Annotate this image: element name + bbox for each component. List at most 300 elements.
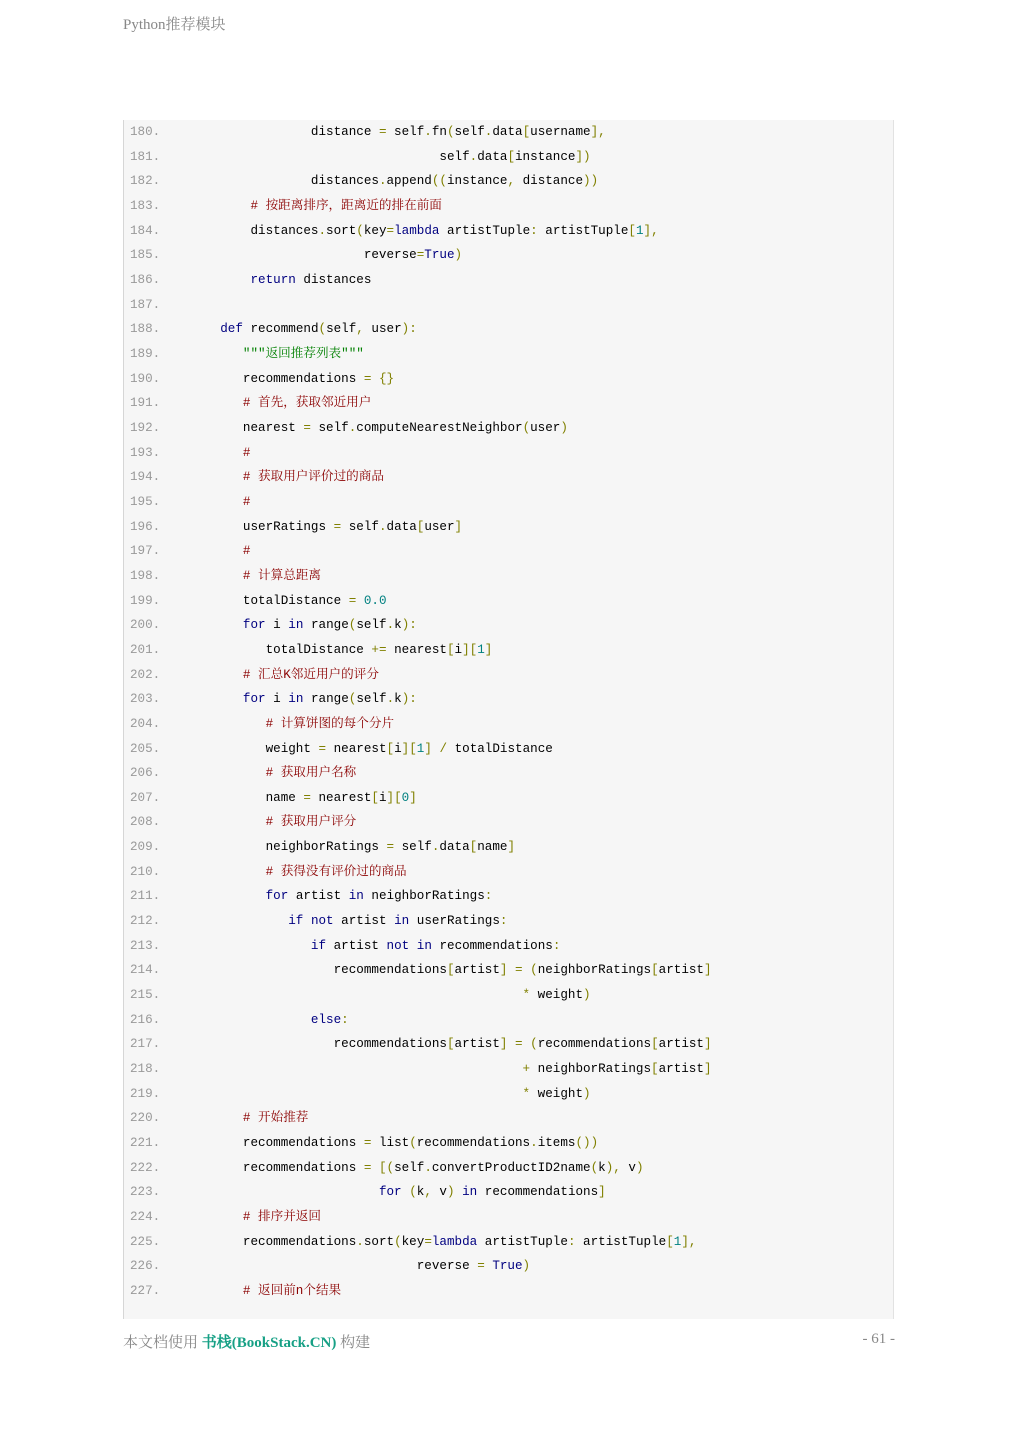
- code-token: (: [530, 963, 538, 978]
- line-number: 218.: [130, 1062, 161, 1077]
- code-text: [190, 1205, 321, 1230]
- code-line: [124, 934, 560, 959]
- code-token: artist: [658, 963, 704, 978]
- page-header-title: Python推荐模块: [123, 17, 226, 33]
- code-line: [124, 983, 591, 1008]
- code-line: [124, 761, 356, 786]
- code-token: [: [507, 149, 515, 164]
- code-token: =: [363, 371, 372, 386]
- code-token: ]: [499, 963, 508, 978]
- line-number: 208.: [130, 815, 161, 830]
- code-token: ],: [643, 223, 659, 238]
- code-token: i: [378, 790, 387, 805]
- code-token: key: [401, 1234, 425, 1249]
- code-token: recommendations: [190, 371, 364, 386]
- code-line: [124, 1205, 321, 1230]
- line-number: 196.: [130, 519, 161, 534]
- line-number: 190.: [130, 371, 161, 386]
- code-token: [190, 988, 523, 1002]
- code-text: [190, 983, 591, 1008]
- footer-credit: [123, 1331, 370, 1352]
- line-number: 225.: [130, 1234, 161, 1249]
- code-token: in: [394, 914, 410, 929]
- code-token: ]): [575, 149, 591, 164]
- line-number: 207.: [130, 790, 161, 805]
- line-number: 204.: [130, 716, 161, 731]
- code-token: (: [522, 420, 531, 435]
- code-token: #: [242, 445, 251, 460]
- code-token: # 获取用户评分: [265, 815, 357, 830]
- code-token: # 排序并返回: [242, 1210, 321, 1225]
- code-token: .: [386, 692, 395, 707]
- code-token: [190, 1111, 243, 1125]
- code-token: [371, 1161, 379, 1175]
- code-token: [190, 766, 266, 780]
- code-text: [190, 663, 379, 688]
- code-token: [: [628, 223, 636, 238]
- code-token: ): [522, 1259, 531, 1274]
- code-token: =: [424, 1234, 432, 1249]
- code-token: {}: [378, 371, 395, 386]
- code-token: ):: [401, 692, 417, 707]
- code-text: [190, 786, 417, 811]
- code-text: [190, 367, 394, 392]
- code-text: [190, 638, 492, 663]
- code-token: artistTuple: [537, 223, 629, 238]
- code-token: artist: [454, 963, 500, 978]
- code-token: artistTuple: [477, 1234, 568, 1249]
- code-line: [124, 342, 364, 367]
- code-token: artist: [454, 1037, 500, 1052]
- code-token: [190, 865, 266, 879]
- code-line: [124, 810, 356, 835]
- code-token: k: [394, 692, 402, 707]
- code-token: distance: [515, 174, 584, 189]
- code-token: [: [446, 963, 455, 978]
- line-number: 195.: [130, 494, 161, 509]
- code-token: =: [515, 1037, 523, 1052]
- code-token: [190, 1013, 311, 1027]
- code-text: [190, 1180, 606, 1205]
- code-token: :: [567, 1234, 576, 1249]
- line-number: 221.: [130, 1136, 161, 1151]
- line-number: 211.: [130, 889, 161, 904]
- code-token: .: [318, 223, 327, 238]
- footer-suffix: 构建: [336, 1335, 371, 1351]
- code-token: [190, 544, 243, 558]
- code-text: [190, 1131, 598, 1156]
- code-token: for: [265, 889, 289, 904]
- line-number: 189.: [130, 346, 161, 361]
- code-token: self: [310, 420, 349, 435]
- code-token: =: [416, 248, 425, 263]
- code-token: (: [530, 1037, 538, 1052]
- code-token: lambda: [394, 223, 440, 238]
- code-text: [190, 490, 250, 515]
- code-token: ): [454, 248, 463, 263]
- code-token: [190, 1087, 523, 1101]
- code-text: [190, 515, 462, 540]
- code-token: [190, 470, 243, 484]
- line-number: 183.: [130, 198, 161, 213]
- line-number: 214.: [130, 963, 161, 978]
- code-token: =: [386, 840, 395, 855]
- code-text: [190, 194, 442, 219]
- code-token: # 获取用户名称: [265, 766, 357, 781]
- code-token: .: [424, 1160, 432, 1175]
- code-token: [303, 914, 311, 928]
- code-token: (: [409, 1185, 417, 1200]
- code-token: [190, 199, 250, 213]
- code-token: i: [265, 692, 289, 707]
- code-token: # 汇总K邻近用户的评分: [242, 667, 379, 682]
- code-token: artist: [326, 938, 387, 953]
- code-text: [190, 416, 568, 441]
- code-token: [190, 914, 288, 928]
- line-number: 210.: [130, 864, 161, 879]
- code-token: .: [378, 174, 387, 189]
- code-token: nearest: [326, 741, 387, 756]
- code-text: [190, 1106, 308, 1131]
- line-number: 222.: [130, 1160, 161, 1175]
- code-token: distance: [190, 125, 379, 139]
- code-token: self: [190, 149, 470, 164]
- code-text: [190, 860, 407, 885]
- code-token: self: [356, 692, 387, 707]
- line-number: 209.: [130, 840, 161, 855]
- code-token: ]: [424, 741, 432, 756]
- code-text: [190, 268, 371, 293]
- code-token: [190, 1210, 243, 1224]
- code-text: [190, 958, 712, 983]
- code-token: (: [318, 322, 327, 337]
- code-token: [: [371, 790, 379, 805]
- code-token: [356, 594, 364, 608]
- code-token: instance: [515, 149, 576, 164]
- code-token: ): [560, 420, 568, 435]
- code-token: ]: [703, 1062, 712, 1077]
- code-text: [190, 1032, 712, 1057]
- code-token: neighborRatings: [190, 840, 387, 855]
- code-token: [: [651, 963, 659, 978]
- code-token: [: [469, 840, 478, 855]
- code-token: user: [530, 420, 561, 435]
- code-token: :: [499, 914, 508, 929]
- code-token: ][: [462, 642, 478, 657]
- code-token: [409, 939, 417, 953]
- code-line: [124, 860, 407, 885]
- line-number: 223.: [130, 1185, 161, 1200]
- line-number: 202.: [130, 667, 161, 682]
- code-line: [124, 1008, 349, 1033]
- line-number: 217.: [130, 1037, 161, 1052]
- code-token: # 开始推荐: [242, 1111, 309, 1126]
- code-token: [: [446, 642, 455, 657]
- code-token: [190, 396, 243, 410]
- code-token: sort: [363, 1234, 395, 1249]
- code-token: [190, 347, 243, 361]
- code-token: recommendations: [416, 1136, 531, 1151]
- code-token: ]: [598, 1185, 606, 1200]
- code-token: :: [484, 889, 493, 904]
- code-line: [124, 589, 387, 614]
- code-line: [124, 515, 462, 540]
- line-number: 212.: [130, 914, 161, 929]
- code-token: [: [651, 1037, 659, 1052]
- code-token: ):: [401, 322, 417, 337]
- code-token: artistTuple: [575, 1234, 667, 1249]
- line-number: 184.: [130, 223, 161, 238]
- line-number: 181.: [130, 149, 161, 164]
- code-line: [124, 737, 553, 762]
- code-line: [124, 367, 394, 392]
- code-token: self: [394, 840, 432, 855]
- code-token: totalDistance: [190, 593, 349, 608]
- code-token: key: [363, 223, 387, 238]
- code-token: =: [303, 790, 311, 805]
- code-token: nearest: [310, 790, 372, 805]
- code-token: 1: [477, 642, 485, 657]
- line-number: 180.: [130, 125, 161, 139]
- code-token: [190, 273, 250, 287]
- code-token: v: [431, 1185, 447, 1200]
- code-text: [190, 1057, 712, 1082]
- code-text: [190, 589, 387, 614]
- code-token: ): [447, 1185, 455, 1200]
- code-text: [190, 1008, 349, 1033]
- line-number: 215.: [130, 988, 161, 1003]
- code-token: [190, 446, 243, 460]
- line-number: 226.: [130, 1259, 161, 1274]
- code-token: data: [492, 125, 523, 139]
- code-token: .: [469, 149, 478, 164]
- line-number: 185.: [130, 248, 161, 263]
- code-token: [507, 1037, 515, 1051]
- code-token: instance: [446, 174, 508, 189]
- code-token: artist: [333, 914, 395, 929]
- code-text: [190, 687, 417, 712]
- code-token: recommendations: [190, 1037, 447, 1052]
- code-token: ]: [409, 790, 417, 805]
- code-token: weight: [530, 988, 583, 1003]
- code-token: ],: [681, 1234, 697, 1249]
- code-token: .: [348, 420, 357, 435]
- code-token: data: [477, 149, 508, 164]
- code-token: /: [439, 741, 448, 756]
- code-line: [124, 219, 659, 244]
- code-token: True: [424, 248, 455, 263]
- code-line: [124, 1082, 591, 1107]
- code-token: *: [522, 1086, 531, 1101]
- line-number: 199.: [130, 593, 161, 608]
- code-token: ]: [507, 840, 516, 855]
- code-token: ): [583, 988, 591, 1003]
- code-token: return: [250, 272, 296, 287]
- line-number: 203.: [130, 692, 161, 707]
- code-token: in: [288, 692, 304, 707]
- code-line: [124, 465, 384, 490]
- code-token: self: [341, 519, 379, 534]
- code-token: append: [386, 174, 432, 189]
- code-text: [190, 1082, 591, 1107]
- code-line: [124, 1279, 341, 1304]
- code-line: [124, 391, 371, 416]
- code-token: ()): [575, 1136, 599, 1151]
- code-token: artist: [658, 1062, 704, 1077]
- code-token: [190, 322, 220, 336]
- code-line: [124, 1156, 644, 1181]
- code-token: username: [530, 125, 591, 139]
- code-token: recommendations: [537, 1037, 652, 1052]
- code-token: [190, 1185, 379, 1199]
- code-token: [507, 963, 515, 977]
- code-token: computeNearestNeighbor: [356, 420, 523, 435]
- code-token: 1: [673, 1234, 682, 1249]
- code-token: .: [431, 840, 440, 855]
- code-token: .: [356, 1234, 364, 1249]
- code-token: .: [386, 618, 395, 633]
- code-line: [124, 1254, 530, 1279]
- code-token: nearest: [190, 420, 304, 435]
- code-token: ,: [507, 174, 516, 189]
- code-text: [190, 761, 356, 786]
- code-token: # 计算总距离: [242, 568, 321, 583]
- code-text: [190, 317, 417, 342]
- code-token: user: [363, 322, 402, 337]
- line-number: 205.: [130, 741, 161, 756]
- code-token: sort: [326, 223, 357, 238]
- code-token: neighborRatings: [537, 963, 652, 978]
- code-token: # 首先，获取邻近用户: [242, 396, 372, 411]
- code-token: v: [620, 1160, 636, 1175]
- code-token: (: [394, 1234, 402, 1249]
- code-text: [190, 909, 507, 934]
- code-token: ,: [356, 322, 364, 337]
- code-token: :: [530, 223, 538, 238]
- line-number: 186.: [130, 272, 161, 287]
- code-token: i: [394, 741, 402, 756]
- footer-brand-link[interactable]: 书栈(BookStack.CN): [201, 1335, 337, 1351]
- code-token: #: [242, 544, 251, 559]
- code-token: ),: [605, 1160, 621, 1175]
- code-text: [190, 120, 606, 145]
- code-line: [124, 786, 417, 811]
- line-number: 182.: [130, 174, 161, 189]
- code-text: [190, 342, 364, 367]
- code-token: [371, 372, 379, 386]
- code-text: [190, 1230, 696, 1255]
- code-token: [190, 1284, 243, 1298]
- code-line: [124, 268, 371, 293]
- code-token: ): [583, 1086, 591, 1101]
- code-line: [124, 441, 250, 466]
- code-token: [190, 692, 243, 706]
- code-token: in: [288, 618, 304, 633]
- code-text: [190, 145, 591, 170]
- code-token: if: [288, 914, 304, 929]
- line-number: 200.: [130, 618, 161, 633]
- code-line: [124, 564, 321, 589]
- code-token: self: [386, 125, 425, 139]
- code-line: [124, 909, 507, 934]
- code-token: ,: [424, 1185, 432, 1200]
- code-token: +: [522, 1062, 531, 1077]
- code-token: recommendations: [190, 1136, 364, 1151]
- code-token: recommendations: [190, 1160, 364, 1175]
- code-token: [190, 815, 266, 829]
- code-token: # 计算饼图的每个分片: [265, 716, 395, 731]
- code-token: userRatings: [190, 519, 334, 534]
- code-line: [124, 416, 568, 441]
- code-text: [190, 712, 394, 737]
- code-token: artist: [658, 1037, 704, 1052]
- code-token: list: [371, 1136, 410, 1151]
- code-token: .: [378, 519, 387, 534]
- code-token: recommendations: [477, 1185, 599, 1200]
- code-token: ]: [704, 1037, 712, 1052]
- line-number: 220.: [130, 1111, 161, 1126]
- code-token: else: [310, 1012, 342, 1027]
- code-token: [: [522, 125, 531, 139]
- code-token: for: [378, 1185, 402, 1200]
- code-line: [124, 1057, 712, 1082]
- code-token: in: [416, 938, 432, 953]
- code-token: lambda: [431, 1234, 478, 1249]
- code-token: 1: [635, 223, 644, 238]
- code-token: [190, 668, 243, 682]
- code-token: items: [537, 1136, 576, 1151]
- code-token: (: [446, 125, 455, 139]
- code-token: fn: [431, 125, 447, 139]
- code-token: ]: [454, 519, 463, 534]
- code-line: [124, 1131, 598, 1156]
- code-token: =: [348, 593, 357, 608]
- code-line: [124, 293, 190, 318]
- code-text: [190, 391, 371, 416]
- code-token: for: [242, 692, 266, 707]
- code-token: in: [348, 889, 364, 904]
- code-token: ][: [401, 741, 417, 756]
- code-token: ],: [590, 125, 606, 139]
- code-token: distances: [190, 223, 319, 238]
- code-token: [(: [378, 1160, 395, 1175]
- code-token: [455, 1185, 463, 1199]
- code-token: #: [242, 494, 251, 509]
- code-block: [123, 120, 894, 1319]
- code-token: .: [424, 125, 432, 139]
- code-text: [190, 1279, 341, 1304]
- line-number: 187.: [130, 297, 161, 312]
- code-token: =: [303, 420, 311, 435]
- code-token: i: [454, 642, 463, 657]
- code-text: [190, 613, 417, 638]
- code-token: [190, 569, 243, 583]
- code-line: [124, 613, 417, 638]
- code-token: def: [220, 322, 243, 337]
- code-line: [124, 194, 442, 219]
- code-text: [190, 1156, 644, 1181]
- code-token: ]: [499, 1037, 508, 1052]
- code-token: neighborRatings: [363, 889, 485, 904]
- code-token: recommend: [242, 322, 319, 337]
- code-token: self: [394, 1160, 425, 1175]
- code-token: not: [310, 914, 334, 929]
- code-token: [: [666, 1234, 674, 1249]
- code-token: .: [484, 125, 493, 139]
- line-number: 192.: [130, 420, 161, 435]
- code-token: =: [386, 223, 395, 238]
- code-line: [124, 958, 712, 983]
